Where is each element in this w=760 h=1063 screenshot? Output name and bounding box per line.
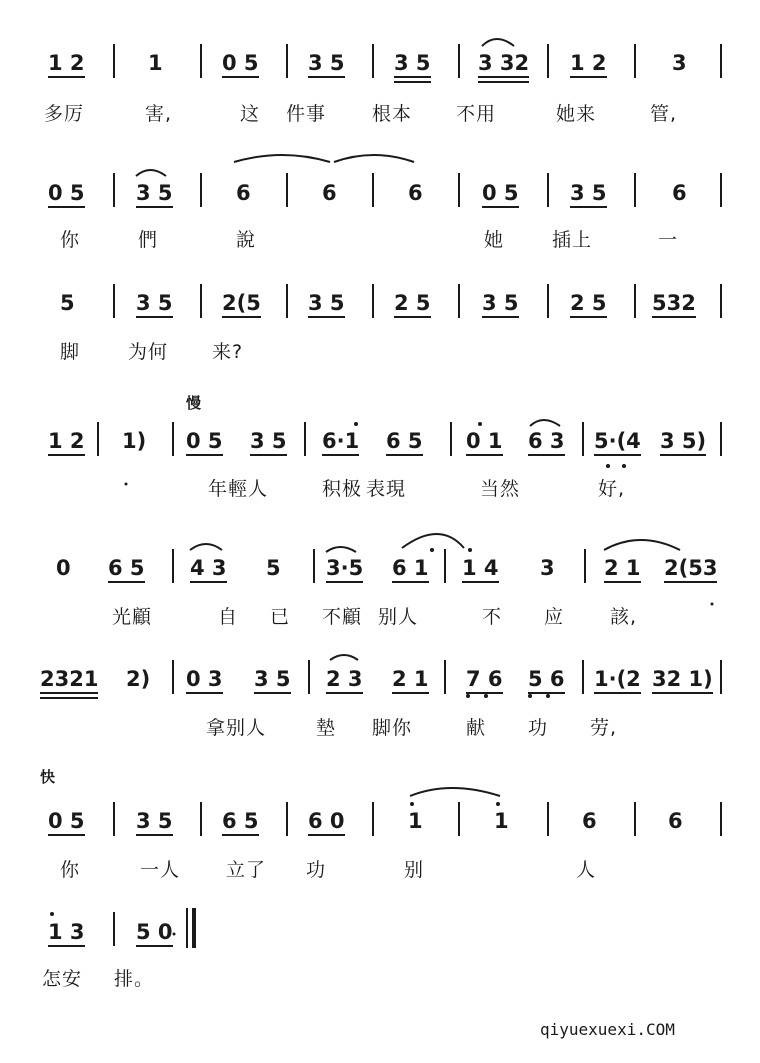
note-group: 1 2 <box>48 429 85 453</box>
note-group: 2 1 <box>392 667 429 691</box>
note-group: 3 <box>540 556 555 580</box>
lyric: 劳, <box>590 717 618 739</box>
lyric: 好, <box>598 478 626 500</box>
lyric: 一人 <box>140 859 181 881</box>
note-group: 5 <box>266 556 281 580</box>
lyric: 們 <box>138 229 159 251</box>
note-group: 3 5 <box>254 667 291 691</box>
lyric: 已 <box>270 606 291 628</box>
slur-mark <box>530 420 560 426</box>
note-group: 2 5 <box>570 291 607 315</box>
lyric: 插上 <box>552 229 593 251</box>
note-group: 1 4 <box>462 556 499 580</box>
lyric: 当然 <box>480 478 521 500</box>
octave-dot <box>430 548 434 552</box>
octave-dot <box>606 464 610 468</box>
octave-dot <box>496 802 500 806</box>
note-group: 32 1) <box>652 667 713 691</box>
lyric: 献 <box>466 717 487 739</box>
note-group: 2 1 <box>604 556 641 580</box>
lyric: 排。 <box>114 968 155 990</box>
note-group: 6 <box>668 809 683 833</box>
slur-mark <box>234 155 330 162</box>
note-group: 6 <box>236 181 251 205</box>
note-group: 3 5 <box>136 291 173 315</box>
lyric: 墊 <box>316 717 337 739</box>
note-group: 1 3 <box>48 920 85 944</box>
note-group: 6 <box>582 809 597 833</box>
note-group: 1 <box>494 809 509 833</box>
note-group: 532 <box>652 291 696 315</box>
note-group: 1·(2 <box>594 667 641 691</box>
note-group: 1 2 <box>48 51 85 75</box>
note-group: 1 <box>408 809 423 833</box>
lyric: 这 <box>240 103 261 125</box>
slur-mark <box>136 170 166 176</box>
octave-dot <box>354 422 358 426</box>
note-group: 2(53 <box>664 556 718 580</box>
note-group: 0 5 <box>48 809 85 833</box>
note-group: 5 0 <box>136 920 173 944</box>
note-group: 0 5 <box>186 429 223 453</box>
lyric: 你 <box>60 229 81 251</box>
lyric: 拿别人 <box>206 717 267 739</box>
lyric: 积极 <box>322 478 363 500</box>
octave-dot <box>546 694 550 698</box>
slur-mark <box>402 534 464 548</box>
lyric: 自 <box>218 606 239 628</box>
note-group: 3 5 <box>136 181 173 205</box>
note-group: 0 5 <box>482 181 519 205</box>
lyric: 你 <box>60 859 81 881</box>
lyric: 年輕人 <box>208 478 269 500</box>
octave-dot <box>173 933 176 936</box>
lyric: 功 <box>306 859 327 881</box>
octave-dot <box>528 694 532 698</box>
note-group: 3·5 <box>326 556 364 580</box>
note-group: 6 <box>408 181 423 205</box>
octave-dot <box>50 912 54 916</box>
note-group: 0 5 <box>48 181 85 205</box>
lyric: 一 <box>658 229 679 251</box>
note-group: 2 3 <box>326 667 363 691</box>
slur-mark <box>334 155 414 162</box>
lyric: 不顧 <box>322 606 363 628</box>
slur-mark <box>330 655 358 660</box>
octave-dot <box>468 548 472 552</box>
lyric: 脚你 <box>372 717 413 739</box>
lyric: 怎安 <box>42 968 83 990</box>
note-group: 6 0 <box>308 809 345 833</box>
lyric: 說 <box>236 229 257 251</box>
note-group: 0 <box>56 556 71 580</box>
note-group: 3 32 <box>478 51 530 75</box>
note-group: 6·1 <box>322 429 360 453</box>
note-group: 3 5 <box>570 181 607 205</box>
note-group: 3 5 <box>308 291 345 315</box>
lyric: 应 <box>544 606 565 628</box>
stray-dot <box>125 483 128 486</box>
note-group: 2321 <box>40 667 99 691</box>
slur-mark <box>482 39 514 46</box>
note-group: 6 5 <box>108 556 145 580</box>
lyric: 不用 <box>456 103 497 125</box>
note-group: 3 5 <box>308 51 345 75</box>
octave-dot <box>410 802 414 806</box>
note-group: 6 5 <box>222 809 259 833</box>
lyric: 人 <box>576 859 597 881</box>
note-group: 3 <box>672 51 687 75</box>
lyric: 别人 <box>378 606 419 628</box>
note-group: 5 6 <box>528 667 565 691</box>
note-group: 6 <box>322 181 337 205</box>
lyric: 害, <box>145 103 173 125</box>
tempo-mark: 慢 <box>186 394 202 412</box>
octave-dot <box>622 464 626 468</box>
slur-mark <box>190 544 222 550</box>
lyric: 她 <box>484 229 505 251</box>
note-group: 0 3 <box>186 667 223 691</box>
lyric: 来? <box>212 341 244 363</box>
lyric: 脚 <box>60 341 81 363</box>
note-group: 3 5 <box>482 291 519 315</box>
watermark-text: qiyuexuexi.COM <box>540 1020 675 1039</box>
note-group: 0 5 <box>222 51 259 75</box>
note-group: 2 5 <box>394 291 431 315</box>
note-group: 1 2 <box>570 51 607 75</box>
lyric: 不 <box>482 606 503 628</box>
lyric: 件事 <box>286 103 327 125</box>
note-group: 1 <box>148 51 163 75</box>
lyric: 多厉 <box>44 103 85 125</box>
note-group: 3 5 <box>394 51 431 75</box>
note-group: 2(5 <box>222 291 261 315</box>
note-group: 6 3 <box>528 429 565 453</box>
note-group: 3 5) <box>660 429 707 453</box>
note-group: 7 6 <box>466 667 503 691</box>
note-group: 4 3 <box>190 556 227 580</box>
octave-dot <box>484 694 488 698</box>
lyric: 功 <box>528 717 549 739</box>
lyric: 根本 <box>372 103 413 125</box>
note-group: 0 1 <box>466 429 503 453</box>
note-group: 3 5 <box>136 809 173 833</box>
lyric: 立了 <box>226 859 267 881</box>
lyric: 表現 <box>366 478 407 500</box>
octave-dot <box>478 422 482 426</box>
note-group: 5·(4 <box>594 429 641 453</box>
stray-dot <box>711 603 714 606</box>
lyric: 为何 <box>128 341 169 363</box>
note-group: 6 1 <box>392 556 429 580</box>
note-group: 6 <box>672 181 687 205</box>
lyric: 光顧 <box>112 606 153 628</box>
note-group: 2) <box>126 667 151 691</box>
slur-mark <box>604 540 680 550</box>
lyric: 别 <box>404 859 425 881</box>
note-group: 1) <box>122 429 147 453</box>
tempo-mark: 快 <box>40 768 56 786</box>
lyric: 該, <box>610 606 638 628</box>
note-group: 6 5 <box>386 429 423 453</box>
slur-mark <box>326 547 356 552</box>
note-group: 5 <box>60 291 75 315</box>
slur-mark <box>410 788 500 796</box>
note-group: 3 5 <box>250 429 287 453</box>
lyric: 管, <box>650 103 678 125</box>
octave-dot <box>466 694 470 698</box>
lyric: 她来 <box>556 103 597 125</box>
